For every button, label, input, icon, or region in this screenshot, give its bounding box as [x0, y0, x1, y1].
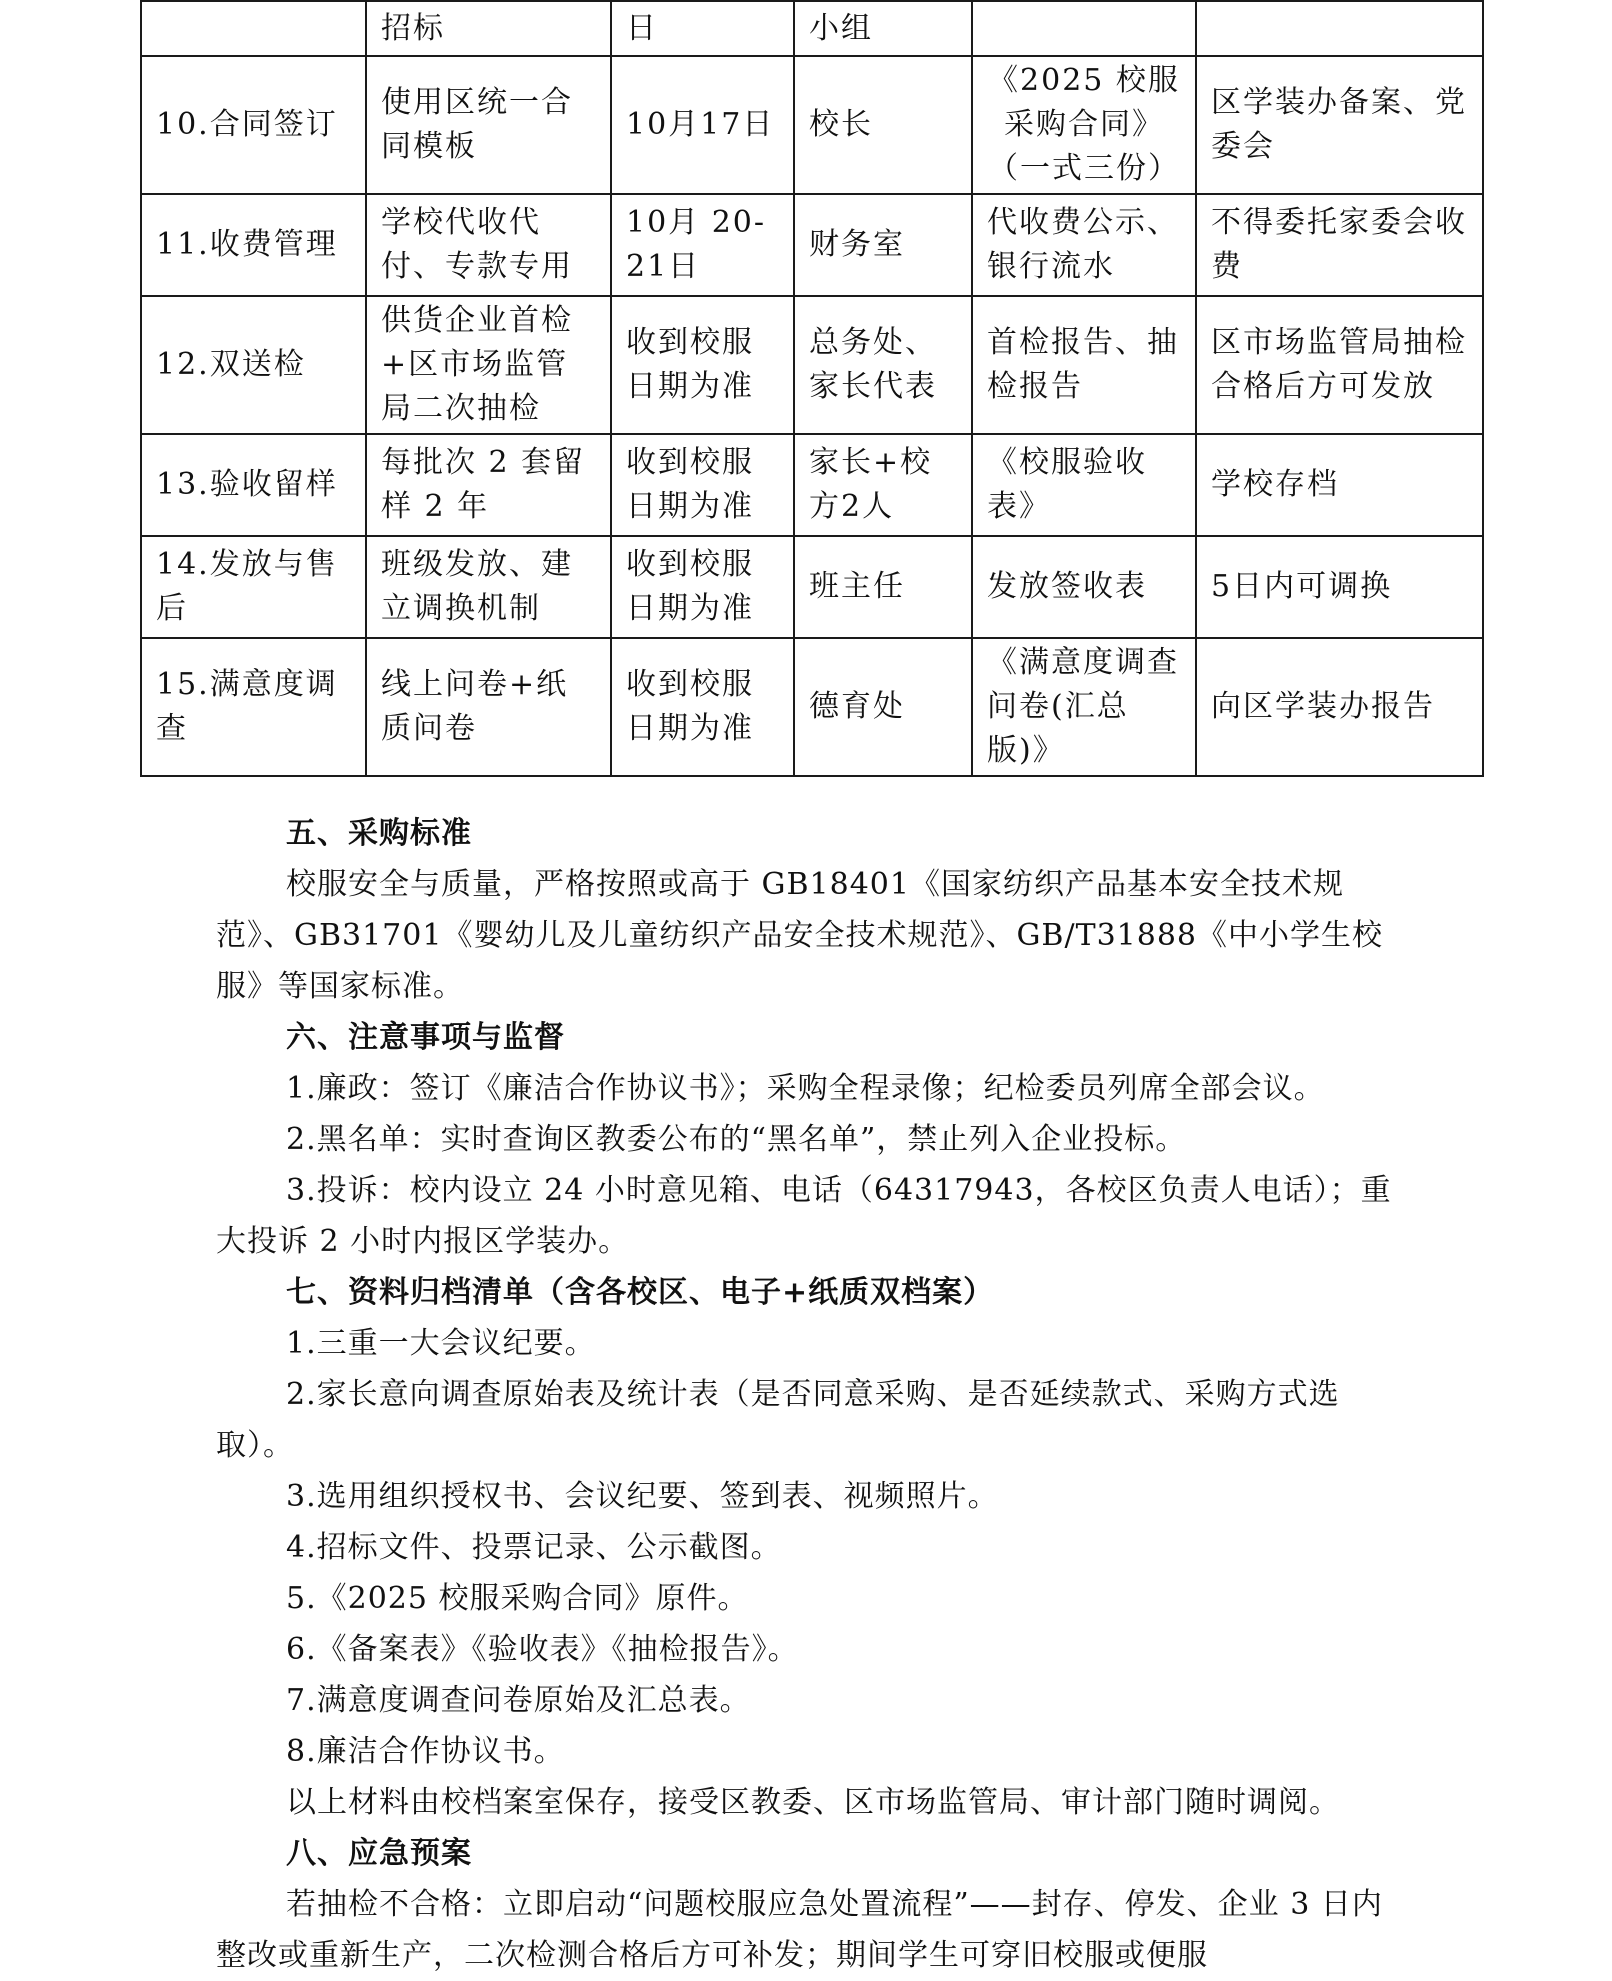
table-cell-output: 《满意度调查问卷(汇总版)》 — [972, 638, 1196, 776]
table-cell-time: 收到校服日期为准 — [611, 638, 794, 776]
table-cell-remark: 向区学装办报告 — [1196, 638, 1483, 776]
table-cell-owner: 班主任 — [794, 536, 972, 638]
table-cell-step: 15.满意度调查 — [141, 638, 366, 776]
table-cell-time: 日 — [611, 1, 794, 56]
table-cell-output: 代收费公示、银行流水 — [972, 194, 1196, 296]
table-cell-output: 首检报告、抽检报告 — [972, 296, 1196, 434]
table-cell-step — [141, 1, 366, 56]
table-row — [141, 1, 1483, 56]
procurement-plan-table — [140, 0, 1484, 777]
list-item: 2.家长意向调查原始表及统计表（是否同意采购、是否延续款式、采购方式选取）。 — [216, 1377, 1340, 1463]
list-item: 1.廉政：签订《廉洁合作协议书》；采购全程录像；纪检委员列席全部会议。 — [286, 1071, 1325, 1106]
list-item: 8.廉洁合作协议书。 — [286, 1734, 565, 1769]
table-row — [141, 638, 1483, 776]
table-row — [141, 536, 1483, 638]
section-heading-emergency-plan: 八、应急预案 — [286, 1836, 472, 1871]
table-cell-owner: 家长+校方2人 — [794, 434, 972, 536]
table-cell-output — [972, 1, 1196, 56]
list-item: 7.满意度调查问卷原始及汇总表。 — [286, 1683, 751, 1718]
table-cell-output: 《2025 校服采购合同》（一式三份） — [972, 56, 1196, 194]
table-cell-owner: 财务室 — [794, 194, 972, 296]
archive-note: 以上材料由校档案室保存，接受区教委、区市场监管局、审计部门随时调阅。 — [286, 1785, 1340, 1820]
list-item: 4.招标文件、投票记录、公示截图。 — [286, 1530, 782, 1565]
table-cell-owner: 总务处、家长代表 — [794, 296, 972, 434]
table-cell-time: 收到校服日期为准 — [611, 536, 794, 638]
section-text-procurement-standard: 校服安全与质量，严格按照或高于 GB18401《国家纺织产品基本安全技术规范》、GB31701《婴幼儿及儿童纺织产品安全技术规范》、GB/T31888《中小学生校服》等国家标准。 — [216, 867, 1384, 1004]
list-item: 3.选用组织授权书、会议纪要、签到表、视频照片。 — [286, 1479, 999, 1514]
table-row — [141, 296, 1483, 434]
list-item: 3.投诉：校内设立 24 小时意见箱、电话（64317943，各校区负责人电话）；重大投诉 2 小时内报区学装办。 — [216, 1173, 1392, 1259]
list-item: 2.黑名单：实时查询区教委公布的“黑名单”，禁止列入企业投标。 — [286, 1122, 1187, 1157]
table-cell-output: 发放签收表 — [972, 536, 1196, 638]
section-heading-archive-list: 七、资料归档清单（含各校区、电子+纸质双档案） — [286, 1275, 995, 1310]
table-cell-owner: 德育处 — [794, 638, 972, 776]
table-cell-output: 《校服验收表》 — [972, 434, 1196, 536]
table-cell-step: 14.发放与售后 — [141, 536, 366, 638]
table-cell-method: 供货企业首检+区市场监管局二次抽检 — [366, 296, 611, 434]
section-heading-supervision: 六、注意事项与监督 — [286, 1020, 565, 1055]
table-cell-method: 线上问卷+纸质问卷 — [366, 638, 611, 776]
list-item: 5.《2025 校服采购合同》原件。 — [286, 1581, 749, 1616]
table-cell-step: 13.验收留样 — [141, 434, 366, 536]
list-item: 6.《备案表》《验收表》《抽检报告》。 — [286, 1632, 799, 1667]
table-cell-remark — [1196, 1, 1483, 56]
table-cell-remark: 区学装办备案、党委会 — [1196, 56, 1483, 194]
table-cell-remark: 区市场监管局抽检合格后方可发放 — [1196, 296, 1483, 434]
table-cell-method: 招标 — [366, 1, 611, 56]
table-cell-time: 收到校服日期为准 — [611, 296, 794, 434]
section-text-emergency-plan: 若抽检不合格：立即启动“问题校服应急处置流程”——封存、停发、企业 3 日内整改或重新生产，二次检测合格后方可补发；期间学生可穿旧校服或便服 — [216, 1887, 1383, 1973]
table-cell-time: 10月17日 — [611, 56, 794, 194]
table-cell-method: 使用区统一合同模板 — [366, 56, 611, 194]
table-cell-step: 10.合同签订 — [141, 56, 366, 194]
table-cell-method: 班级发放、建立调换机制 — [366, 536, 611, 638]
table-cell-time: 10月 20-21日 — [611, 194, 794, 296]
table-row — [141, 194, 1483, 296]
table-cell-owner: 小组 — [794, 1, 972, 56]
table-cell-remark: 学校存档 — [1196, 434, 1483, 536]
table-cell-time: 收到校服日期为准 — [611, 434, 794, 536]
table-cell-step: 12.双送检 — [141, 296, 366, 434]
document-body — [216, 808, 1412, 1981]
table-cell-remark: 5日内可调换 — [1196, 536, 1483, 638]
table-cell-remark: 不得委托家委会收费 — [1196, 194, 1483, 296]
section-heading-procurement-standard: 五、采购标准 — [286, 816, 472, 851]
table-cell-owner: 校长 — [794, 56, 972, 194]
table-row — [141, 56, 1483, 194]
table-cell-method: 每批次 2 套留样 2 年 — [366, 434, 611, 536]
table-row — [141, 434, 1483, 536]
list-item: 1.三重一大会议纪要。 — [286, 1326, 596, 1361]
table-cell-step: 11.收费管理 — [141, 194, 366, 296]
table-cell-method: 学校代收代付、专款专用 — [366, 194, 611, 296]
